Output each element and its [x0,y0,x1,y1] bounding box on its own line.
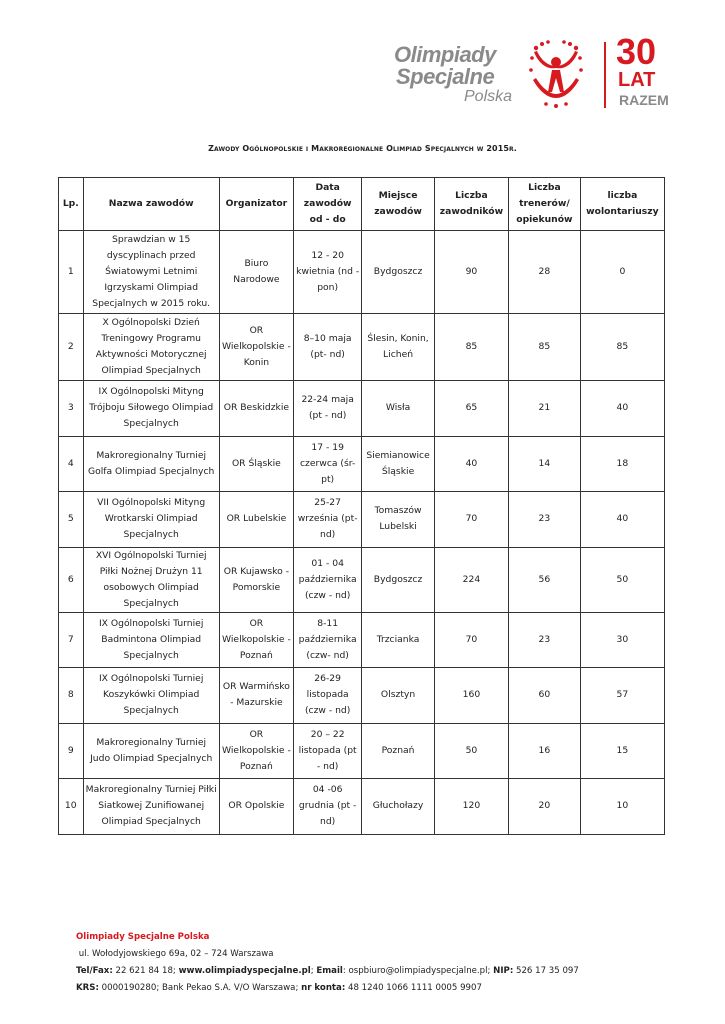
cell-organizer: Biuro Narodowe [219,231,293,314]
footer-tel: 22 621 84 18; [115,966,176,976]
table-row [59,231,665,314]
footer-contact-line: Tel/Fax: 22 621 84 18; www.olimpiadyspecjalne.pl; Email: ospbiuro@olimpiadyspecjalne.pl; NIP: 526 17 35 097 [76,966,579,976]
cell-place: Tomaszów Lubelski [362,492,434,548]
cell-place: Ślesin, Konin, Licheń [362,314,434,381]
cell-name: IX Ogólnopolski Mityng Trójboju Siłowego Olimpiad Specjalnych [83,381,219,437]
logo-word-olimpiady: Olimpiady [394,42,496,67]
cell-coaches: 20 [509,779,581,835]
table-row [59,547,665,612]
logo-word-specjalne: Specjalne [396,64,495,89]
header-place: Miejsce zawodów [362,178,434,231]
cell-name: VII Ogólnopolski Mityng Wrotkarski Olimpiad Specjalnych [83,492,219,548]
cell-date: 17 - 19 czerwca (śr- pt) [293,436,361,492]
footer-email-label: Email [316,966,343,976]
header-coaches: Liczba trenerów/ opiekunów [509,178,581,231]
table-row [59,381,665,437]
cell-volunteers: 18 [580,436,664,492]
cell-coaches: 23 [509,492,581,548]
cell-place: Poznań [362,723,434,779]
cell-competitors: 70 [434,492,508,548]
logo-anniversary-number: 30 [616,31,657,72]
header-competitors: Liczba zawodników [434,178,508,231]
cell-competitors: 70 [434,612,508,668]
cell-organizer: OR Lubelskie [219,492,293,548]
cell-place: Trzcianka [362,612,434,668]
cell-organizer: OR Warmińsko - Mazurskie [219,668,293,724]
cell-volunteers: 40 [580,381,664,437]
cell-competitors: 120 [434,779,508,835]
footer-krs-label: KRS: [76,983,99,993]
footer-konto: 48 1240 1066 1111 0005 9907 [348,983,482,993]
footer-www-link[interactable]: www.olimpiadyspecjalne.pl [178,966,311,976]
cell-volunteers: 50 [580,547,664,612]
table-row [59,668,665,724]
cell-volunteers: 57 [580,668,664,724]
footer-nip-label: NIP: [493,966,514,976]
footer-bank-line [76,980,579,997]
cell-coaches: 56 [509,547,581,612]
cell-lp: 3 [59,381,84,437]
footer-org-name: Olimpiady Specjalne Polska [76,932,210,942]
table-row [59,436,665,492]
cell-organizer: OR Wielkopolskie - Poznań [219,612,293,668]
cell-coaches: 21 [509,381,581,437]
cell-volunteers: 40 [580,492,664,548]
cell-competitors: 65 [434,381,508,437]
cell-date: 25-27 września (pt- nd) [293,492,361,548]
cell-coaches: 16 [509,723,581,779]
events-table [58,177,665,835]
cell-name: X Ogólnopolski Dzień Treningowy Programu Aktywności Motorycznej Olimpiad Specjalnych [83,314,219,381]
cell-date: 26-29 listopada (czw - nd) [293,668,361,724]
cell-organizer: OR Wielkopolskie - Konin [219,314,293,381]
cell-competitors: 90 [434,231,508,314]
cell-organizer: OR Śląskie [219,436,293,492]
cell-coaches: 60 [509,668,581,724]
footer-email-link[interactable]: ospbiuro@olimpiadyspecjalne.pl; [348,966,491,976]
cell-date: 01 - 04 października (czw - nd) [293,547,361,612]
footer-krs: 0000190280; Bank Pekao S.A. V/O Warszawa; [101,983,299,993]
header-name: Nazwa zawodów [83,178,219,231]
cell-volunteers: 0 [580,231,664,314]
header-lp: Lp. [59,178,84,231]
cell-competitors: 224 [434,547,508,612]
table-row [59,612,665,668]
table-header-row [59,178,665,231]
cell-organizer: OR Kujawsko - Pomorskie [219,547,293,612]
table-row [59,779,665,835]
cell-volunteers: 10 [580,779,664,835]
cell-lp: 1 [59,231,84,314]
cell-place: Bydgoszcz [362,231,434,314]
table-row [59,314,665,381]
logo-word-polska: Polska [464,88,513,105]
cell-name: XVI Ogólnopolski Turniej Piłki Nożnej Drużyn 11 osobowych Olimpiad Specjalnych [83,547,219,612]
cell-volunteers: 30 [580,612,664,668]
cell-name: Makroregionalny Turniej Judo Olimpiad Specjalnych [83,723,219,779]
cell-lp: 10 [59,779,84,835]
cell-competitors: 160 [434,668,508,724]
cell-date: 22-24 maja (pt - nd) [293,381,361,437]
cell-date: 04 -06 grudnia (pt - nd) [293,779,361,835]
cell-name: IX Ogólnopolski Turniej Badmintona Olimpiad Specjalnych [83,612,219,668]
cell-lp: 6 [59,547,84,612]
cell-place: Olsztyn [362,668,434,724]
cell-coaches: 23 [509,612,581,668]
page-footer [76,929,579,997]
cell-lp: 9 [59,723,84,779]
cell-competitors: 50 [434,723,508,779]
cell-volunteers: 85 [580,314,664,381]
table-row [59,723,665,779]
footer-address: ul. Wołodyjowskiego 69a, 02 – 724 Warszawa [78,949,274,959]
table-row [59,492,665,548]
cell-place: Bydgoszcz [362,547,434,612]
cell-organizer: OR Opolskie [219,779,293,835]
cell-name: Makroregionalny Turniej Piłki Siatkowej Zunifiowanej Olimpiad Specjalnych [83,779,219,835]
header-date: Data zawodów od - do [293,178,361,231]
cell-lp: 5 [59,492,84,548]
cell-name: IX Ogólnopolski Turniej Koszykówki Olimpiad Specjalnych [83,668,219,724]
footer-tel-label: Tel/Fax: [76,966,113,976]
header-organizer: Organizator [219,178,293,231]
cell-place: Głuchołazy [362,779,434,835]
header-volunteers: liczba wolontariuszy [580,178,664,231]
cell-coaches: 28 [509,231,581,314]
document-title: Zawody Ogólnopolskie i Makroregionalne Olimpiad Specjalnych w 2015r. [208,144,517,153]
footer-konto-label: nr konta: [301,983,346,993]
cell-lp: 8 [59,668,84,724]
footer-nip: 526 17 35 097 [516,966,579,976]
cell-coaches: 85 [509,314,581,381]
cell-place: Siemianowice Śląskie [362,436,434,492]
cell-lp: 2 [59,314,84,381]
cell-name: Makroregionalny Turniej Golfa Olimpiad Specjalnych [83,436,219,492]
logo-anniversary-lat: LAT [618,69,656,91]
cell-lp: 7 [59,612,84,668]
cell-name: Sprawdzian w 15 dyscyplinach przed Światowymi Letnimi Igrzyskami Olimpiad Specjalnych w 2015 roku. [83,231,219,314]
cell-date: 8-11 października (czw- nd) [293,612,361,668]
cell-date: 12 - 20 kwietnia (nd - pon) [293,231,361,314]
cell-organizer: OR Wielkopolskie - Poznań [219,723,293,779]
cell-competitors: 40 [434,436,508,492]
cell-coaches: 14 [509,436,581,492]
logo-anniversary-razem: RAZEM [619,92,669,108]
cell-date: 20 – 22 listopada (pt - nd) [293,723,361,779]
logo-divider [604,42,606,108]
footer-address-line [76,946,579,963]
cell-organizer: OR Beskidzkie [219,381,293,437]
cell-place: Wisła [362,381,434,437]
cell-lp: 4 [59,436,84,492]
cell-date: 8–10 maja (pt- nd) [293,314,361,381]
cell-competitors: 85 [434,314,508,381]
special-olympics-emblem-icon [528,40,584,110]
organization-logo [388,31,678,116]
cell-volunteers: 15 [580,723,664,779]
